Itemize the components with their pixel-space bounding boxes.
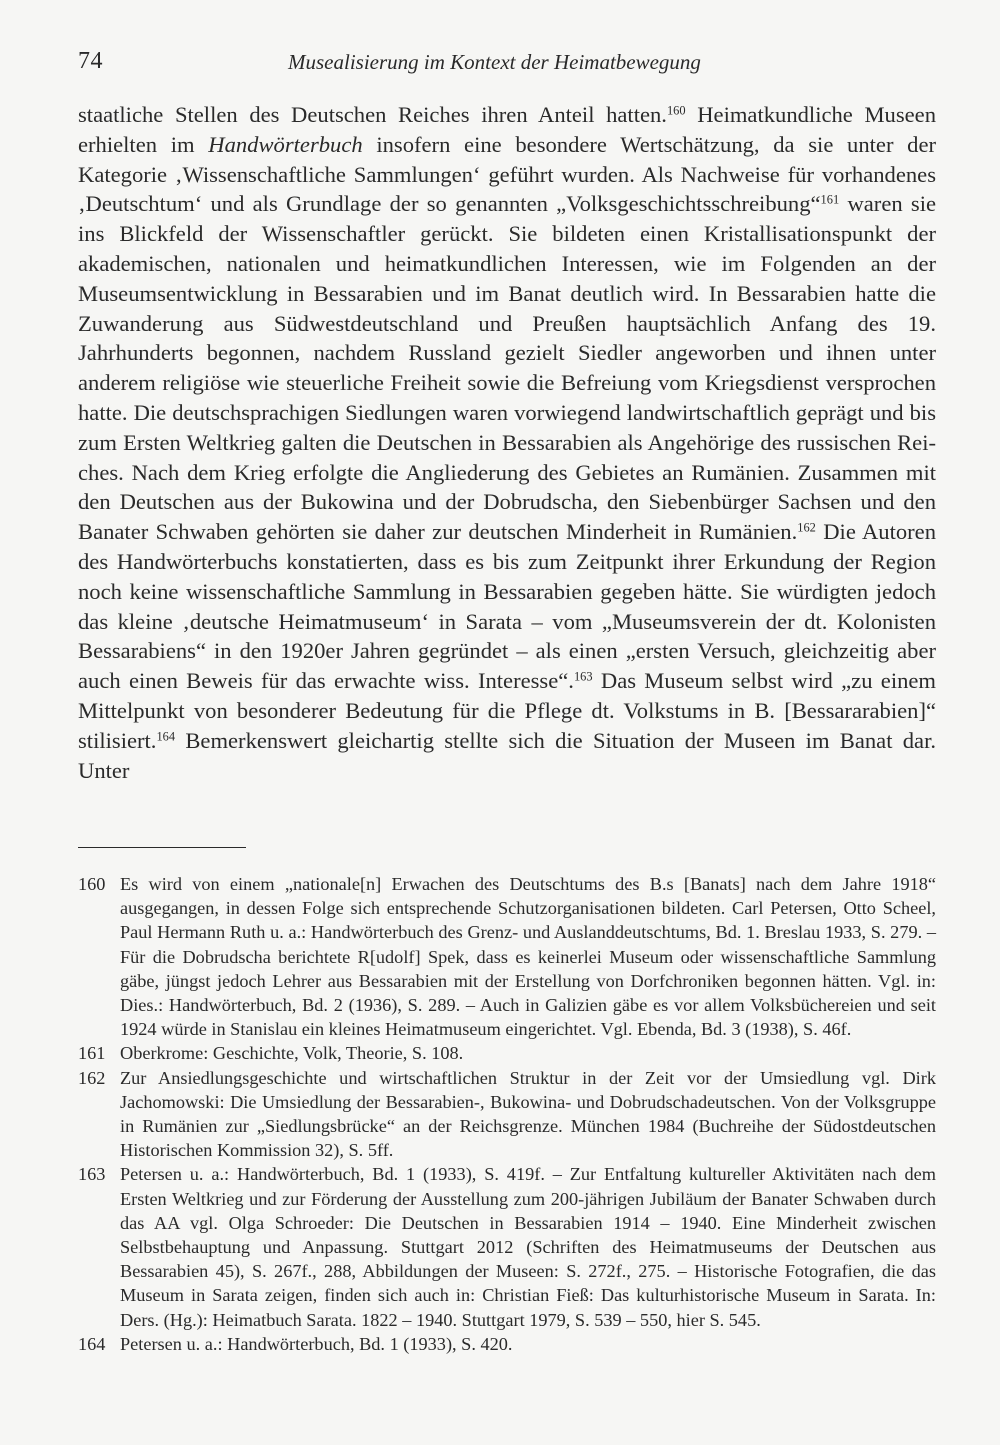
italic-title: Handwörterbuch <box>208 131 363 157</box>
body-segment: Heimatkundliche Museen erhielten im <box>78 102 936 157</box>
main-paragraph <box>78 100 936 785</box>
footnote-162 <box>78 1066 936 1163</box>
footnote-number: 160 <box>78 874 106 894</box>
body-segment: Die Autoren des Handwörterbuchs konstatierten, dass es bis zum Zeitpunkt ihrer Erkundung der Region noch keine wissenschaftliche Sammlung in Bessarabien gegeben hätte. Sie würdigten jedoch das kleine ‚deutsche Heimatmuseum‘ in Sarata – vom „Museumsverein der dt. Kolonisten Bessarabiens“ in den 1920er Jahren gegründet – als einen „ersten Versuch, gleichzeitig aber auch einen Beweis für das erwachte wiss. Interesse“. <box>78 519 936 694</box>
body-segment: waren sie ins Blickfeld der Wissenschaftler gerückt. Sie bildeten einen Kristallisationspunkt der akademischen, nationalen und heimatkundlichen Interessen, wie im Folgenden an der Museumsentwicklung in Bessarabien und im Banat deutlich wird. In Bessarabien hatte die Zuwanderung aus Südwestdeutschland und Preußen hauptsächlich Anfang des 19. Jahrhunderts begonnen, nachdem Russland gezielt Siedler angeworben und ihnen unter anderem religiöse wie steuerliche Freiheit sowie die Befreiung vom Kriegsdienst versprochen hatte. Die deutschsprachigen Siedlungen waren vorwiegend landwirtschaftlich geprägt und bis zum Ersten Weltkrieg galten die Deutschen in Bessarabien als Angehörige des russischen Reiches. Nach dem Krieg erfolgte die Angliederung des Gebietes an Rumänien. Zusammen mit den Deutschen aus der Bukowina und der Dobrudscha, den Siebenbürger Sachsen und den Banater Schwaben gehörten sie daher zur deutschen Minderheit in Rumänien. <box>78 191 936 545</box>
footnote-text: Oberkrome: Geschichte, Volk, Theorie, S. 108. <box>120 1043 464 1064</box>
footnote-163 <box>78 1162 936 1331</box>
body-segment: insofern eine besondere Wertschätzung, da sie unter der Kategorie ‚Wissenschaftliche Sammlungen‘ geführt wurden. Als Nachweise für vorhandenes ‚Deutschtum‘ und als Grundlage der so genannten „Volksgeschichtsschreibung“ <box>78 131 936 217</box>
footnote-ref-160[interactable]: 160 <box>666 103 686 118</box>
footnote-160 <box>78 872 936 1041</box>
footnote-ref-164[interactable]: 164 <box>156 729 176 744</box>
page-number: 74 <box>78 48 103 74</box>
footnote-text: Es wird von einem „nationale[n] Erwachen des Deutschtums des B.s [Banats] nach dem Jahre 1918“ ausgegangen, in dessen Folge sich entsprechende Schutzorganisationen bildeten. Carl Petersen, Otto Scheel, Paul Hermann Ruth u. a.: Handwörterbuch des Grenz- und Auslanddeutschtums, Bd. 1. Breslau 1933, S. 279. – Für die Dobrudscha berichtete R[udolf] Spek, dass es keinerlei Museum oder wissenschaftliche Sammlung gäbe, jüngst jedoch Lehrer aus Bessarabien mit der Erstellung von Dorfchroniken begonnen hätten. Vgl. in: Dies.: Handwörterbuch, Bd. 2 (1936), S. 289. – Auch in Galizien gäbe es vor allem Volksbüchereien und seit 1924 würde in Stanislau ein kleines Heimatmuseum eingerichtet. Vgl. Ebenda, Bd. 3 (1938), S. 46f. <box>120 874 936 1040</box>
footnote-ref-163[interactable]: 163 <box>573 669 593 684</box>
footnote-text: Petersen u. a.: Handwörterbuch, Bd. 1 (1933), S. 420. <box>120 1333 513 1354</box>
body-segment: staatliche Stellen des Deutschen Reiches ihren Anteil hatten. <box>78 102 667 127</box>
running-head <box>78 48 940 82</box>
running-title: Musealisierung im Kontext der Heimatbewegung <box>288 50 701 74</box>
footnote-number: 162 <box>78 1067 106 1088</box>
footnote-text: Petersen u. a.: Handwörterbuch, Bd. 1 (1933), S. 419f. – Zur Entfaltung kultureller Aktivitäten nach dem Ersten Weltkrieg und zur Förderung der Ausstellung zum 200-jährigen Jubiläum der Banater Schwaben durch das AA vgl. Olga Schroeder: Die Deutschen in Bessarabien 1914 – 1940. Eine Minderheit zwischen Selbstbehauptung und Anpassung. Stuttgart 2012 (Schriften des Heimatmuseums der Deutschen aus Bessarabien 45), S. 267f., 288, Abbildungen der Museen: S. 272f., 275. – Historische Fotografien, die das Museum in Sarata zeigen, finden sich auch in: Christian Fieß: Das kulturhistorische Museum in Sarata. In: Ders. (Hg.): Heimatbuch Sarata. 1822 – 1940. Stuttgart 1979, S. 539 – 550, hier S. 545. <box>120 1164 936 1330</box>
footnote-ref-161[interactable]: 161 <box>820 192 840 207</box>
footnote-164 <box>78 1332 936 1356</box>
footnote-number: 161 <box>78 1043 106 1064</box>
footnote-ref-162[interactable]: 162 <box>797 520 816 535</box>
footnotes <box>78 872 936 1356</box>
body-segment: Bemerkenswert gleichartig stellte sich die Situation der Museen im Banat dar. Unter <box>78 727 936 783</box>
body-segment: Das Museum selbst wird „zu einem Mittelpunkt von besonderer Bedeutung für die Pflege dt. Volkstums in B. [Bessararabien]“ stilisiert. <box>78 668 936 753</box>
footnote-text: Zur Ansiedlungsgeschichte und wirtschaftlichen Struktur in der Zeit vor der Umsiedlung vgl. Dirk Jachomowski: Die Umsiedlung der Bessarabien-, Bukowina- und Dobrudschadeutschen. Von der Volksgruppe in Rumänien zur „Siedlungsbrücke“ an der Reichsgrenze. München 1984 (Buchreihe der Südostdeutschen Historischen Kommission 32), S. 5ff. <box>120 1067 936 1161</box>
footnote-number: 163 <box>78 1164 106 1185</box>
footnote-161 <box>78 1041 936 1065</box>
footnote-separator <box>78 847 246 848</box>
footnote-number: 164 <box>78 1333 106 1354</box>
